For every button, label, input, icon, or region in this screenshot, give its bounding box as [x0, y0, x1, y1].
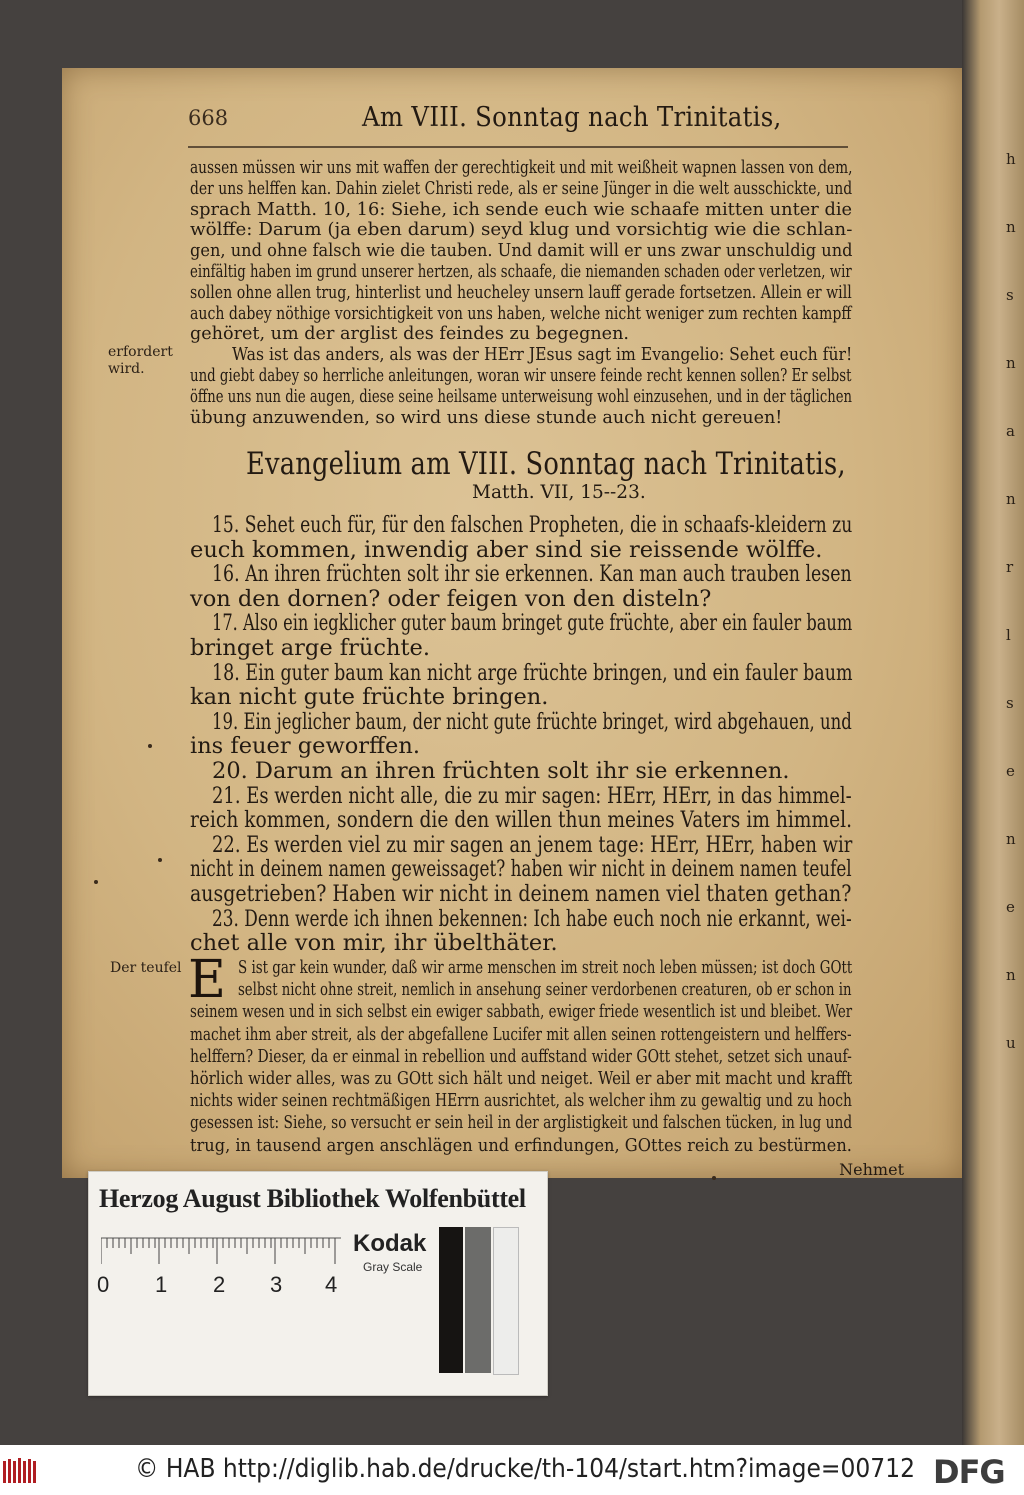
verse-line: 16. An ihren früchten solt ihr sie erkennen. Kan man auch trauben lesen — [212, 561, 852, 588]
body-text-line: gen, und ohne falsch wie die tauben. Und damit will er uns zwar unschuldig und — [190, 241, 853, 262]
scale-ruler — [101, 1234, 341, 1266]
body-text-line: Was ist das anders, als was der HErr JEsus sagt im Evangelio: Sehet euch für! — [232, 345, 853, 366]
neighbour-page-fragment: s — [1006, 286, 1014, 304]
margin-note-teufel: Der teufel — [110, 960, 182, 976]
neighbour-page-fragment: n — [1006, 490, 1016, 508]
ink-speck — [94, 880, 98, 884]
body-text-line: auch dabey nöthige vorsichtigkeit von uns haben, welche nicht weniger zum rechten kampff — [190, 303, 852, 324]
neighbour-page-fragment: n — [1006, 966, 1016, 984]
verse-line: nicht in deinem namen geweissaget? haben wir nicht in deinem namen teufel — [190, 856, 852, 883]
gospel-reference: Matth. VII, 15--23. — [472, 482, 646, 503]
neighbour-page-fragment: a — [1006, 422, 1015, 440]
running-head: Am VIII. Sonntag nach Trinitatis, — [362, 102, 782, 133]
body-text-line: sprach Matth. 10, 16: Siehe, ich sende euch wie schaafe mitten unter die — [190, 199, 853, 220]
neighbour-page-fragment: e — [1006, 898, 1015, 916]
verse-line: 23. Denn werde ich ihnen bekennen: Ich habe euch noch nie erkannt, wei- — [212, 905, 852, 932]
gray-patch-black — [439, 1227, 463, 1373]
kodak-label: Kodak — [353, 1230, 427, 1257]
neighbour-page-fragment: s — [1006, 694, 1014, 712]
ink-speck — [148, 744, 152, 748]
neighbour-page-edge — [962, 0, 1024, 1445]
verse-line: reich kommen, sondern die den willen thun meines Vaters im himmel. — [190, 807, 853, 834]
neighbour-page-fragment: e — [1006, 762, 1015, 780]
gospel-title: Evangelium am VIII. Sonntag nach Trinitatis, — [246, 446, 846, 482]
verse-line: 22. Es werden viel zu mir sagen an jenem tage: HErr, HErr, haben wir — [212, 831, 853, 858]
neighbour-page-fragment: n — [1006, 354, 1016, 372]
neighbour-page-fragment: n — [1006, 830, 1016, 848]
scale-number-0: 0 — [97, 1272, 110, 1297]
verse-line: von den dornen? oder feigen von den disteln? — [190, 585, 712, 612]
scale-number-1: 1 — [155, 1272, 168, 1297]
verse-line: ins feuer geworffen. — [190, 733, 420, 760]
body-text-line: nichts wider seinen rechtmäßigen HErrn ausrichtet, als welcher ihm zu gewaltig und zu hoch — [190, 1091, 853, 1112]
verse-line: kan nicht gute früchte bringen. — [190, 684, 549, 711]
body-text-line: öffne uns nun die augen, diese seine heilsame unterweisung wohl einzusehen, und in der täglichen — [190, 386, 852, 407]
margin-note-erfordert: erfordert — [108, 344, 173, 360]
neighbour-page-fragment: l — [1006, 626, 1011, 644]
body-text-line: gehöret, um der arglist des feindes zu begegnen. — [190, 324, 630, 345]
gray-scale-label: Gray Scale — [363, 1260, 423, 1274]
body-text-line: einfältig haben im grund unserer hertzen, als schaafe, die niemanden schaden oder verletzen, wir — [190, 262, 852, 282]
verse-line: euch kommen, inwendig aber sind sie reissende wölffe. — [190, 536, 823, 563]
body-text-line: und giebt dabey so herrliche anleitungen, woran wir unsere feinde recht kennen sollen? Er selbst — [190, 366, 852, 386]
verse-line: 18. Ein guter baum kan nicht arge früchte bringen, und ein fauler baum — [212, 659, 853, 686]
neighbour-page-fragment: r — [1006, 558, 1014, 576]
page-number: 668 — [188, 106, 229, 130]
copyright-link[interactable]: © HAB http://diglib.hab.de/drucke/th-104/start.htm?image=00712 — [135, 1454, 915, 1484]
margin-note-wird: wird. — [108, 361, 145, 377]
ink-speck — [158, 858, 162, 862]
body-text-line: seinem wesen und in sich selbst ein ewiger sabbath, ewiger friede wesentlich ist und bleibet. Wer — [190, 1002, 853, 1023]
drop-cap: E — [188, 950, 226, 1010]
book-page — [62, 68, 962, 1178]
verse-line: bringet arge früchte. — [190, 635, 430, 661]
body-text-line: übung anzuwenden, so wird uns diese stunde auch nicht gereuen! — [190, 407, 783, 428]
gray-patch-white — [493, 1227, 519, 1375]
body-text-line: aussen müssen wir uns mit waffen der gerechtigkeit und mit weißheit wapnen lassen von dem, — [190, 158, 853, 178]
dfg-logo: DFG — [933, 1453, 1005, 1491]
body-text-line: machet ihm aber streit, als der abgefallene Lucifer mit allen seinen rottengeistern und helffers- — [190, 1024, 852, 1045]
body-text-line: helffern? Dieser, da er einmal in rebellion und auffstand wider GOtt stehet, setzet sich unauf- — [190, 1046, 852, 1067]
verse-line: chet alle von mir, ihr übelthäter. — [190, 930, 558, 957]
body-text-line: S ist gar kein wunder, daß wir arme menschen im streit noch leben müssen; ist doch GOtt — [238, 958, 853, 978]
body-text-line: wölffe: Darum (ja eben darum) seyd klug und vorsichtig wie die schlan- — [190, 220, 853, 241]
neighbour-page-fragment: u — [1006, 1034, 1016, 1052]
neighbour-page-fragment: n — [1006, 218, 1016, 236]
verse-line: 19. Ein jeglicher baum, der nicht gute früchte bringet, wird abgehauen, und — [212, 708, 852, 735]
verse-line: 21. Es werden nicht alle, die zu mir sagen: HErr, HErr, in das himmel- — [212, 782, 852, 809]
verse-line: 15. Sehet euch für, für den falschen Propheten, die in schaafs-kleidern zu — [212, 512, 853, 538]
verse-line: 17. Also ein iegklicher guter baum bringet gute früchte, aber ein fauler baum — [212, 610, 853, 637]
scale-number-2: 2 — [213, 1272, 226, 1297]
gray-patch-mid — [465, 1227, 491, 1373]
scale-number-4: 4 — [325, 1272, 338, 1297]
verse-line: 20. Darum an ihren früchten solt ihr sie erkennen. — [212, 758, 790, 784]
body-text-line: sollen ohne allen trug, hinterlist und heucheley unsern lauff gerade fortsetzen. Allein er will — [190, 282, 852, 303]
neighbour-page-fragment: h — [1006, 150, 1016, 168]
ink-speck — [712, 1176, 716, 1180]
footer-bar — [0, 1445, 1024, 1495]
body-text-line: der uns helffen kan. Dahin zielet Christi rede, als er seine Jünger in die welt ausschickte, und — [190, 178, 853, 199]
body-text-line: gesessen ist: Siehe, so versucht er sein heil in der arglistigkeit und falschen tücken, in lug und — [190, 1113, 853, 1134]
library-color-card — [88, 1171, 548, 1396]
body-text-line: hörlich wider alles, was zu GOtt sich hält und neiget. Weil er aber mit macht und krafft — [190, 1069, 853, 1089]
body-text-line: trug, in tausend argen anschlägen und erfindungen, GOttes reich zu bestürmen. — [190, 1135, 852, 1156]
catchword: Nehmet — [839, 1160, 904, 1179]
verse-line: ausgetrieben? Haben wir nicht in deinem namen viel thaten gethan? — [190, 881, 852, 907]
hab-logo-icon — [2, 1457, 38, 1485]
scale-number-3: 3 — [270, 1272, 283, 1297]
head-rule — [188, 146, 848, 148]
library-name: Herzog August Bibliothek Wolfenbüttel — [99, 1184, 526, 1213]
body-text-line: selbst nicht ohne streit, nemlich in ansehung seiner verdorbenen creaturen, ob er schon in — [238, 980, 852, 1001]
